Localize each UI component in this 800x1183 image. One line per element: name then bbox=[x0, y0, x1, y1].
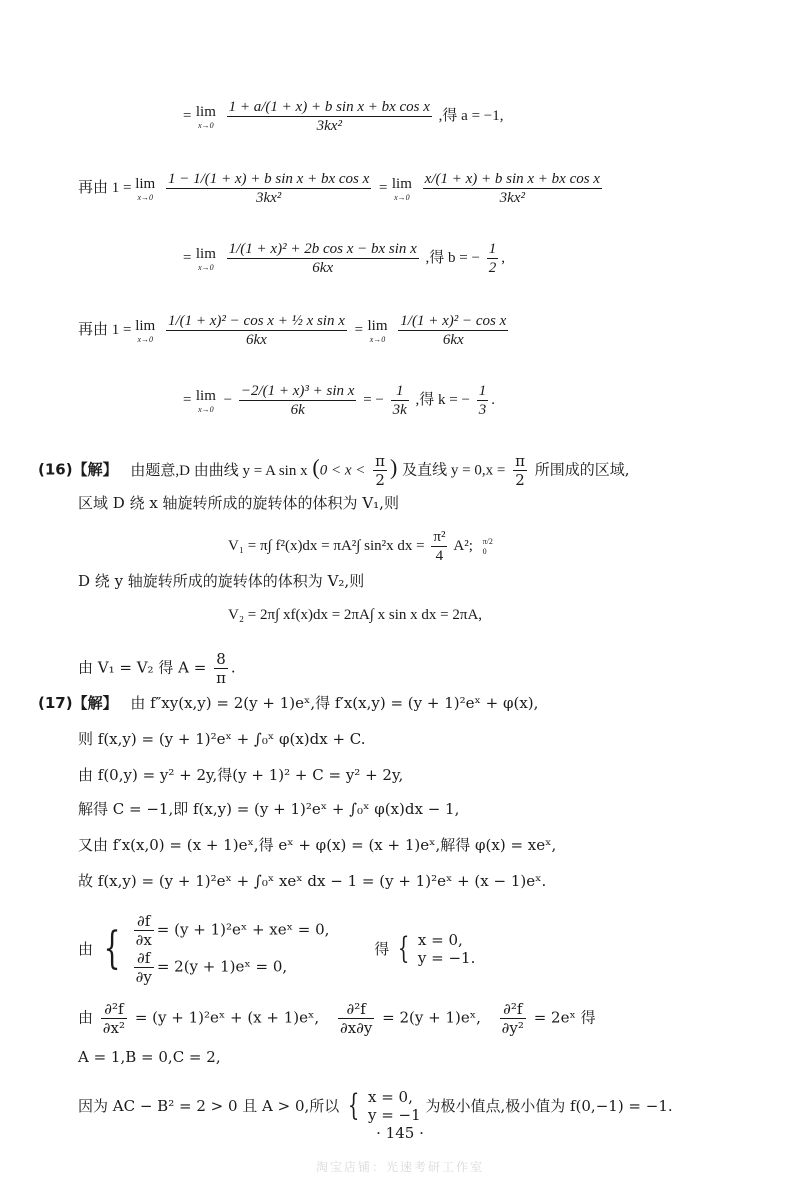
left-brace-3: { bbox=[347, 1088, 360, 1123]
fraction-dxy: $\frac{\text{∂²f}}{\partial x\partial y}$ bbox=[339, 1000, 373, 1037]
p17-line-5: 又由 f′x(x,0) = (x + 1)eˣ,得 eˣ + φ(x) = (x + 1)eˣ,解得 φ(x) = xeˣ, bbox=[78, 836, 557, 854]
p16-text-3: 所围成的区域, bbox=[534, 460, 630, 479]
second-c: = 2eˣ 得 bbox=[533, 1008, 596, 1027]
fraction-d2y: $\frac{\text{∂²f}}{\text{∂y²}}$ bbox=[501, 1000, 524, 1037]
v1-end: A²; bbox=[453, 537, 473, 554]
equals: = bbox=[182, 391, 193, 408]
p17-line-1 bbox=[38, 694, 538, 712]
fraction-4: $\frac{\text{1/(1 + x)² + 2b cos x − bx sin x}}{6kx}$ bbox=[228, 241, 417, 276]
prefix: 再由 1 = bbox=[78, 179, 132, 196]
eq-line-4 bbox=[78, 312, 511, 349]
equals-neg: = − bbox=[363, 391, 384, 408]
prefix: 再由 1 = bbox=[78, 321, 132, 338]
fraction-pi2: $\frac{\pi}{2}$ bbox=[375, 452, 386, 489]
fraction-1: $\frac{\text{1 + a/(1 + x) + b sin x + bx cos x}}{\text{3kx²}}$ bbox=[228, 99, 430, 134]
second-b: = 2(y + 1)eˣ, bbox=[382, 1008, 481, 1027]
fraction-8-pi: $\frac{8}{\pi}$ bbox=[216, 650, 226, 687]
eq-line-2 bbox=[78, 170, 605, 207]
eq-line-1 bbox=[182, 98, 504, 135]
p17-line-4: 解得 C = −1,即 f(x,y) = (y + 1)²eˣ + ∫₀ˣ φ(x)dx − 1, bbox=[78, 800, 460, 818]
p16-line-6: 由 V₁ = V₂ 得 A = $\frac{8}{\pi}$ . bbox=[78, 650, 236, 687]
page-number: · 145 · bbox=[376, 1124, 424, 1142]
result-b: ,得 b = − bbox=[425, 249, 480, 266]
p16-line-4: D 绕 y 轴旋转所成的旋转体的体积为 V₂,则 bbox=[78, 572, 365, 590]
v1-formula: V₁ = π∫ f²(x)dx = πA²∫ sin²x dx = bbox=[228, 537, 425, 554]
result-k: ,得 k = − bbox=[415, 391, 470, 408]
p16-v2 bbox=[228, 606, 482, 624]
last-a: 因为 AC − B² = 2 > 0 且 A > 0,所以 bbox=[78, 1097, 340, 1115]
p16-result-text: 由 V₁ = V₂ 得 A = bbox=[78, 658, 207, 677]
fraction-dfdy: $\frac{\partial f}{\partial y}$ bbox=[135, 949, 152, 986]
fraction-2: $\frac{\text{1 − 1/(1 + x) + b sin x + bx cos x}}{\text{3kx²}}$ bbox=[167, 171, 370, 206]
equals: = bbox=[182, 249, 193, 266]
domain-cond: 0 < x < bbox=[319, 462, 366, 479]
result-a: ,得 a = −1, bbox=[438, 107, 504, 124]
limit-3: lim x→0 bbox=[391, 176, 412, 202]
equals: = bbox=[378, 179, 389, 196]
eq-line-3: = lim x→0 $\frac{\text{1/(1 + x)² + 2b cos x − bx sin x}}{6kx}$ ,得 b = − $\frac{1}{2}$ , bbox=[182, 241, 505, 276]
fraction-pi2b: $\frac{\pi}{2}$ bbox=[515, 452, 525, 489]
watermark: 淘宝店铺：光速考研工作室 bbox=[315, 1160, 484, 1174]
limit-6: lim x→0 bbox=[367, 318, 388, 344]
limit-5: lim x→0 bbox=[135, 318, 156, 344]
p17-abc: A = 1,B = 0,C = 2, bbox=[78, 1048, 221, 1066]
last-system: x = 0, y = −1 bbox=[367, 1088, 421, 1124]
fraction-7: $\frac{\text{−2/(1 + x)³ + sin x}}{6k}$ bbox=[240, 383, 355, 418]
p17-text-1: 由 f″xy(x,y) = 2(y + 1)eˣ,得 f′x(x,y) = (y + 1)²eˣ + φ(x), bbox=[130, 694, 539, 712]
last-b: 为极小值点,极小值为 f(0,−1) = −1. bbox=[425, 1097, 673, 1115]
fraction-dfdx: $\frac{\partial f}{\partial x}$ bbox=[135, 912, 152, 949]
limit-7: lim x→0 bbox=[195, 388, 216, 414]
p16-text-2: 及直线 y = 0,x = bbox=[402, 462, 506, 479]
p16-line-1: (16)【解】 由题意,D 由曲线 y = A sin x (0 < x < $\frac{\pi}{2}$ ) 及直线 y = 0,x = $\frac{\pi}{2}$ 所围成的区域, bbox=[38, 452, 630, 489]
p17-label: (17)【解】 bbox=[38, 694, 118, 712]
sys-get: 得 bbox=[374, 940, 390, 958]
second-a: = (y + 1)²eˣ + (x + 1)eˣ, bbox=[134, 1008, 320, 1027]
p16-v1 bbox=[228, 528, 495, 565]
left-brace: { bbox=[103, 923, 121, 974]
p17-last bbox=[78, 1084, 673, 1128]
sys-prefix: 由 bbox=[78, 940, 94, 958]
p16-label: (16)【解】 bbox=[38, 460, 118, 479]
limit-1: lim x→0 bbox=[195, 104, 216, 130]
sys-solution: x = 0, y = −1. bbox=[417, 931, 476, 967]
left-brace-2: { bbox=[397, 931, 410, 966]
p17-system bbox=[78, 912, 475, 986]
p17-second-derivs bbox=[78, 1000, 596, 1037]
fraction-3: $\frac{\text{x/(1 + x) + b sin x + bx cos x}}{\text{3kx²}}$ bbox=[424, 171, 600, 206]
fraction-d2x: $\frac{\text{∂²f}}{\text{∂x²}}$ bbox=[102, 1000, 126, 1037]
limit-4: lim x→0 bbox=[195, 246, 216, 272]
fraction-pi2sq: $\frac{\text{π²}}{4}$ bbox=[433, 529, 446, 564]
limit-2: lim x→0 bbox=[135, 176, 156, 202]
fraction-5: $\frac{\text{1/(1 + x)² − cos x + ½ x sin x}}{6kx}$ bbox=[167, 313, 345, 348]
p17-line-6: 故 f(x,y) = (y + 1)²eˣ + ∫₀ˣ xeˣ dx − 1 = (y + 1)²eˣ + (x − 1)eˣ. bbox=[78, 872, 547, 890]
second-prefix: 由 bbox=[78, 1008, 94, 1027]
sys-equations: $\frac{\partial f}{\partial x}$ = (y + 1)²eˣ + xeˣ = 0, $\frac{\partial f}{\partial y}$ = 2(y + 1)eˣ = 0, bbox=[135, 912, 330, 986]
p17-line-3: 由 f(0,y) = y² + 2y,得(y + 1)² + C = y² + 2y, bbox=[78, 766, 404, 784]
v2-formula: V₂ = 2π∫ xf(x)dx = 2πA∫ x sin x dx = 2πA, bbox=[228, 607, 483, 623]
fraction-one-3: $\frac{1}{3}$ bbox=[478, 383, 487, 418]
p17-line-2: 则 f(x,y) = (y + 1)²eˣ + ∫₀ˣ φ(x)dx + C. bbox=[78, 730, 366, 748]
fraction-one-3k: $\frac{1}{3k}$ bbox=[392, 383, 407, 418]
int-limits: π/2 0 bbox=[482, 536, 493, 556]
fraction-half: $\frac{1}{2}$ bbox=[488, 241, 497, 276]
fraction-6: $\frac{\text{1/(1 + x)² − cos x}}{6kx}$ bbox=[400, 313, 507, 348]
p16-text-1: 由题意,D 由曲线 y = A sin x bbox=[130, 462, 308, 479]
equals: = bbox=[182, 107, 193, 124]
eq-line-5: = lim x→0 − $\frac{\text{−2/(1 + x)³ + sin x}}{6k}$ = − $\frac{1}{3k}$ ,得 k = − $\frac{1}{3}$ . bbox=[182, 383, 495, 418]
p16-line-2: 区域 D 绕 x 轴旋转所成的旋转体的体积为 V₁,则 bbox=[78, 494, 399, 512]
equals: = bbox=[353, 321, 364, 338]
